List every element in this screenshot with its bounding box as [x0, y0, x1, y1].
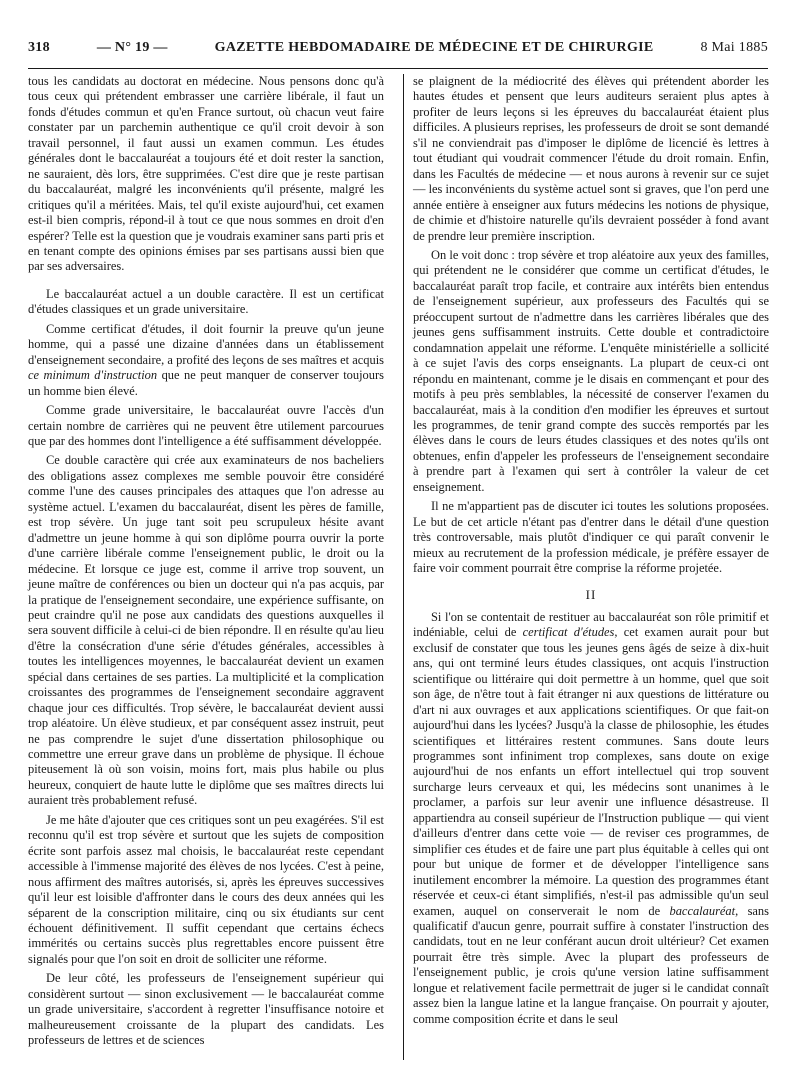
emphasis: baccalauréat [669, 903, 736, 918]
column-divider [403, 74, 404, 1060]
paragraph: Il ne m'appartient pas de discuter ici toutes les solutions proposées. Le but de cet article n'étant pas d'entrer dans le détail d'une question très controversable, mais plutôt d'indiquer ce qui paraît convenir le mieux au recrutement de la profession médicale, je préfère essayer de faire voir comment pourrait être comprise la réforme projetée. [413, 499, 769, 576]
paragraph: De leur côté, les professeurs de l'enseignement supérieur qui considèrent surtout — sinon exclusivement — le baccalauréat comme un grade universitaire, s'accordent à regretter l'insuffisance notoire et malheureusement croissante de la plupart des candidats. Les professeurs de lettres et de sciences [28, 971, 384, 1048]
paragraph: tous les candidats au doctorat en médecine. Nous pensons donc qu'à tous ceux qui prétendent embrasser une carrière libérale, il faut un fonds d'études commun et qu'en France surtout, où chacun veut faire constater par un parchemin authentique ce qu'il croit devoir à son travail personnel, il faut aussi un examen commun. Les études générales dont le baccalauréat a toujours été et doit rester la sanction, ne sauraient, dès lors, être supprimées. C'est dire que je reste partisan du baccalauréat, malgré les inconvénients qu'il présente, malgré les critiques qu'il a méritées. Mais, tel qu'il existe aujourd'hui, cet examen est-il bien compris, répond-il à tout ce que nous sommes en droit d'en espérer? Telle est la question que je voudrais examiner sans parti pris et en tenant compte des opinions émises par ses partisans aussi bien que par ses adversaires. [28, 74, 385, 274]
paragraph: Le baccalauréat actuel a un double caractère. Il est un certificat d'études classiques et un grade universitaire. [28, 286, 384, 317]
header-rule [28, 68, 768, 69]
paragraph: On le voit donc : trop sévère et trop aléatoire aux yeux des familles, qui prétendent ne le considérer que comme un certificat d'études, le baccalauréat paraît trop facile, et contraire aux intérêts bien entendus de l'enseignement supérieur, aux professeurs des Facultés qui se préoccupent surtout de n'admettre dans les carrières libérales que des jeunes gens suffisamment instruits. Cette double et contradictoire condamnation appelait une réforme. L'enquête ministérielle a sollicité à ce sujet l'avis des corps enseignants. La plupart de ceux-ci ont répondu en maintenant, comme je le disais en commençant et pour des motifs à peu près semblables, la nécessité de conserver l'examen du baccalauréat, mais à la condition d'en modifier les épreuves et surtout les programmes, de tenir grand compte des succès remportés par les élèves dans le cours de leurs études classiques et des notes qu'ils ont obtenues, enfin d'appeler les professeurs de l'enseignement secondaire à prendre part à l'examen qui sert à contrôler la valeur de cet enseignement. [413, 247, 769, 494]
issue-number: — N° 19 — [96, 40, 168, 55]
emphasis: certificat d'études [522, 625, 615, 640]
paragraph: Si l'on se contentait de restituer au baccalauréat son rôle primitif et indéniable, celui de certificat d'études, cet examen aurait pour but exclusif de constater que tous les jeunes gens âgés de seize à dix-huit ans, qui ont terminé leurs études classiques, ont acquis l'instruction scientifique ou littéraire qui doit permettre à un homme, quel que soit son âge, de n'être tout à fait étranger ni aux questions de littérature ou d'art ni aux ouvrages et aux applications scientifiques. Or que fait-on aujourd'hui dans les lycées? Jusqu'à la classe de philosophie, les études scientifiques et littéraires restent communes. Sans doute leurs programmes sont infiniment trop complexes, sans doute on exige aujourd'hui de nos enfants un effort intellectuel qui trop souvent surcharge leurs cerveaux et qui, les médecins sont unanimes à le proclamer, a parfois sur leur avenir une influence désastreuse. Il appartiendra au conseil supérieur de l'Instruction publique — qui vient d'ailleurs d'entrer dans cette voie — de reviser ces programmes, de simplifier ces études et de faire une part plus équitable à celles qui ont pour but unique de former et de développer l'intelligence sans inutilement encombrer la mémoire. La question des programmes étant réservée et ceux-ci étant simplifiés, n'est-il pas admissible qu'un seul examen, auquel on conserverait le nom de baccalauréat, sans qualificatif d'aucun genre, pourrait suffire à constater l'instruction des candidats, tout en ne leur conférant aucun droit ultérieur? Cet examen pourrait être très simple. Avec la plupart des professeurs de l'enseignement public, je crois qu'une version latine suffisamment longue et relativement facile permettrait de juger si le candidat connaît assez bien la langue latine et la langue française. On pourrait y ajouter, comme composition écrite et dans le seul [413, 609, 769, 1026]
page-number: 318 [28, 40, 50, 55]
journal-title: GAZETTE HEBDOMADAIRE DE MÉDECINE ET DE CHIRURGIE [214, 40, 654, 55]
section-heading: II [585, 586, 597, 602]
paragraph: se plaignent de la médiocrité des élèves qui prétendent aborder les hautes études et pensent que leurs auditeurs seraient plus aptes à profiter de leurs leçons si les épreuves du baccalauréat étaient plus difficiles. A plusieurs reprises, les professeurs de droit se sont demandé s'il ne conviendrait pas d'imposer le diplôme de licencié ès lettres à tout étudiant qui voudrait commencer l'étude du droit romain. Enfin, dans les Facultés de médecine — et nous aurons à revenir sur ce sujet — les inconvénients du système actuel sont si graves, que l'on perd une année entière à enseigner aux futurs médecins les notions de physique, de chimie et d'histoire naturelle qu'ils devraient posséder à fond avant de prendre leur première inscription. [413, 74, 769, 243]
emphasis: ce minimum d'instruction [28, 368, 158, 383]
issue-date: 8 Mai 1885 [700, 40, 768, 55]
paragraph: Je me hâte d'ajouter que ces critiques sont un peu exagérées. S'il est reconnu qu'il est trop sévère et surtout que les sujets de composition écrite sont parfois assez mal choisis, le baccalauréat reste cependant accessible à l'immense majorité des élèves de nos lycées. C'est à peine, nous affirment des maîtres autorisés, si, après les épreuves successives qu'il leur est loisible d'affronter dans le cours des deux années qui les séparent de la conscription militaire, cinq ou six étudiants sur cent échouent définitivement. Il suffit cependant que certains échecs immérités ou certains succès plus regrettables encore puissent être signalés pour que l'on soit en droit de solliciter une réforme. [28, 812, 384, 966]
paragraph: Comme grade universitaire, le baccalauréat ouvre l'accès d'un certain nombre de carrières qui ne peuvent être utilement parcourues que par des hommes dont l'intelligence a été suffisamment développée. [28, 403, 384, 448]
paragraph: Comme certificat d'études, il doit fournir la preuve qu'un jeune homme, qui a passé une dizaine d'années dans un établissement d'enseignement secondaire, a profité des leçons de ses maîtres et acquis ce minimum d'instruction que ne peut manquer de conserver toujours un homme bien élevé. [28, 321, 384, 398]
paragraph: Ce double caractère qui crée aux examinateurs de nos bacheliers des obligations assez complexes me semble pouvoir être considéré comme l'une des causes principales des attaques que l'on adresse au système actuel. L'examen du baccalauréat, disent les pères de famille, est trop sévère. Un juge tant soit peu scrupuleux hésite avant d'admettre un jeune homme à qui son diplôme pourra ouvrir la porte d'une carrière libérale comme l'enseignement public, le droit ou la médecine. Et lorsque ce juge est, comme il arrive trop souvent, un jeune maître de conférences ou bien un docteur qui n'a pas acquis, par la pratique de l'enseignement secondaire, une expérience suffisante, on peut craindre qu'il ne pose aux candidats des questions auxquelles il sera souvent difficile à celui-ci de bien répondre. Il en résulte qu'au lieu d'être la consécration d'une série d'études générales, accessibles à toutes les intelligences moyennes, le baccalauréat devient un examen spécial dans certaines de ses parties. La multiplicité et la complication croissantes des programmes de l'enseignement secondaire aggravent chaque jour ces difficultés. Trop sévère, le baccalauréat devient aussi trop aléatoire. Un élève studieux, et par conséquent assez instruit, peut ne pas comprendre le sujet d'une dissertation philosophique ou commettre une erreur grave dans un problème de physique. Il échoue piteusement là où son voisin, moins fort, mais plus habile ou plus heureux, conquiert de haute lutte le diplôme que ses maîtres directs lui auraient très probablement refusé. [28, 453, 384, 808]
page-header [28, 40, 768, 66]
right-column [413, 74, 769, 1031]
left-column [28, 74, 384, 1053]
